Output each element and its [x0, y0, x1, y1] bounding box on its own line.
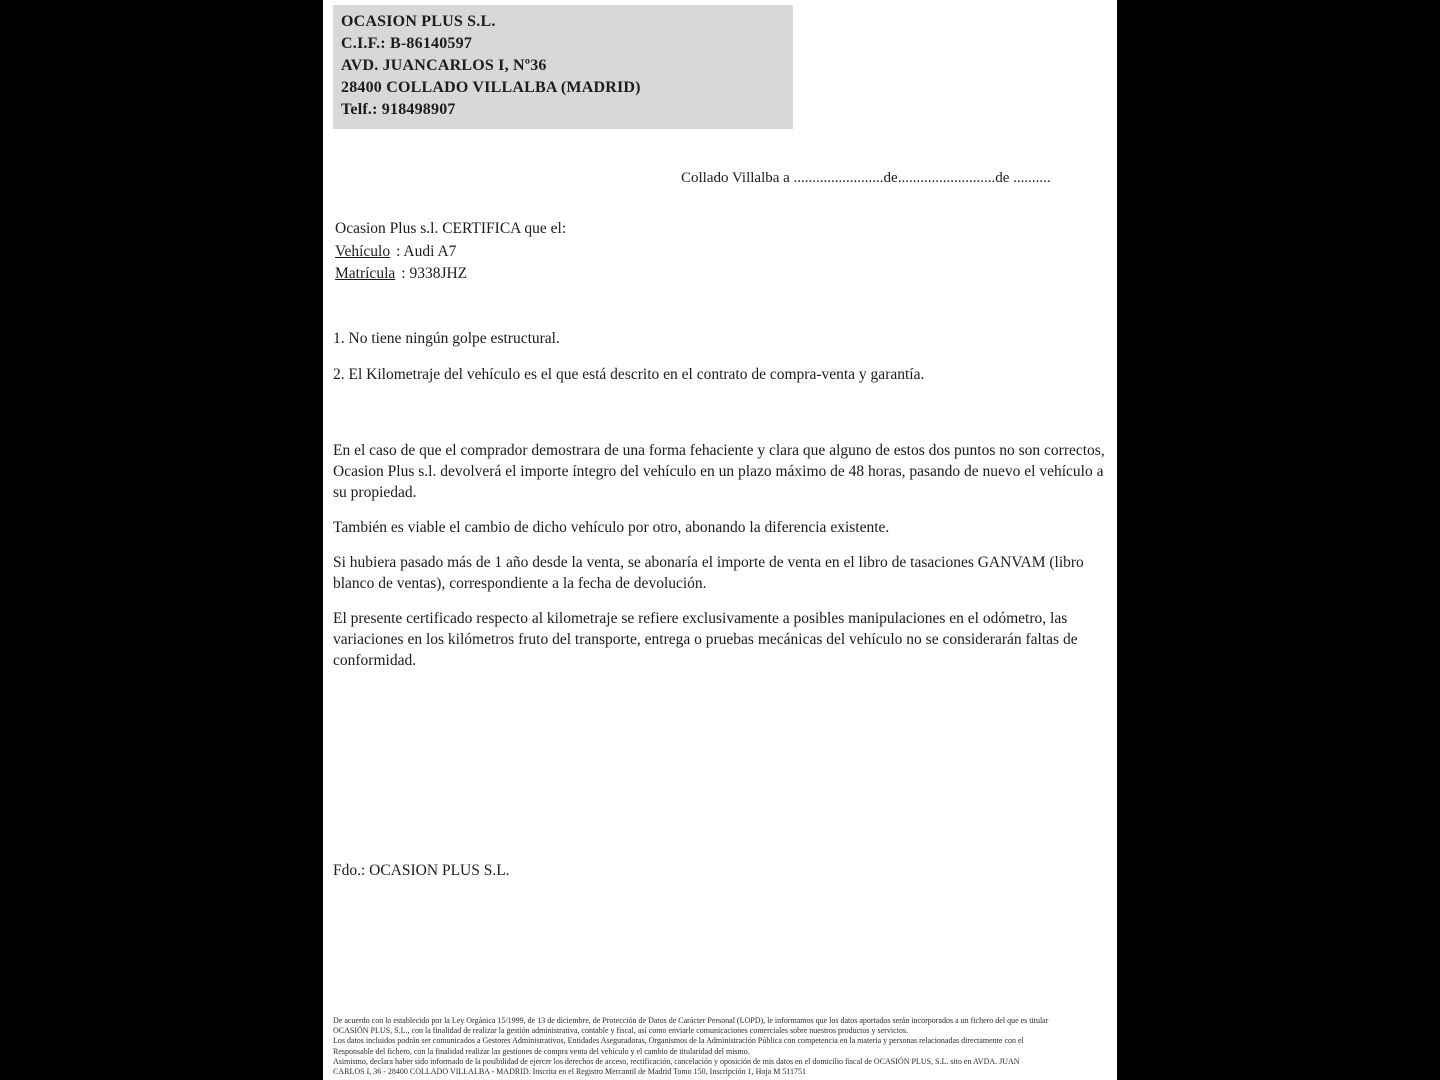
legal-line-2: OCASIÓN PLUS, S.L., con la finalidad de realizar la gestión administrativa, contable y fiscal, así como enviarle comunicaciones comerciales sobre nuestros productos y servicios.	[333, 1026, 908, 1036]
paragraph-exchange: También es viable el cambio de dicho vehículo por otro, abonando la diferencia existente.	[333, 519, 890, 536]
legal-line-3: Los datos incluidos podrán ser comunicados a Gestores Administrativos, Entidades Aseguradoras, Organismos de la Administración Pública con competencia en la materia y personas relacionadas directamente con el	[333, 1036, 1024, 1046]
company-address: AVD. JUANCARLOS I, Nº36	[341, 57, 547, 74]
plate-row	[335, 263, 566, 286]
legal-line-5: Asimismo, declara haber sido informado de la posibilidad de ejercer los derechos de acceso, rectificación, cancelación y oposición de mis datos en el domicilio fiscal de OCASIÓN PLUS, S.L. sito en AVDA. JUAN	[333, 1056, 1020, 1066]
vehicle-label: Vehículo	[335, 242, 391, 260]
paragraph-odometer: El presente certificado respecto al kilometraje se refiere exclusivamente a posibles manipulaciones en el odómetro, las variaciones en los kilómetros fruto del transporte, entrega o pruebas mecánicas del vehículo no se considerarán faltas de conformidad.	[333, 610, 1078, 669]
document-page	[323, 0, 1117, 1080]
date-fill-in-line: Collado Villalba a ........................de..........................de ..........	[681, 170, 1051, 186]
vehicle-row	[335, 241, 566, 264]
company-cif: C.I.F.: B-86140597	[341, 35, 473, 52]
company-city: 28400 COLLADO VILLALBA (MADRID)	[341, 79, 641, 96]
body-paragraphs	[333, 440, 1111, 685]
point-2: 2. El Kilometraje del vehículo es el que está descrito en el contrato de compra-venta y garantía.	[333, 366, 925, 383]
numbered-points	[333, 328, 1111, 400]
certification-block	[335, 218, 566, 286]
point-1: 1. No tiene ningún golpe estructural.	[333, 330, 560, 347]
company-name: OCASION PLUS S.L.	[341, 13, 496, 30]
paragraph-ganvam: Si hubiera pasado más de 1 año desde la venta, se abonaría el importe de venta en el libro de tasaciones GANVAM (libro blanco de ventas), correspondiente a la fecha de devolución.	[333, 554, 1084, 592]
legal-line-4: Responsable del fichero, con la finalidad realizar las gestiones de compra venta del vehículo y el cambio de titularidad del mismo.	[333, 1046, 750, 1056]
legal-line-6: CARLOS I, 36 - 28400 COLLADO VILLALBA - MADRID. Inscrita en el Registro Mercantil de Madrid Tomo 150, Inscripción 1, Hoja M 511751	[333, 1067, 807, 1077]
vehicle-value: : Audi A7	[396, 242, 457, 260]
certify-intro: Ocasion Plus s.l. CERTIFICA que el:	[335, 220, 567, 237]
legal-fine-print	[333, 1016, 1113, 1077]
signature-line: Fdo.: OCASION PLUS S.L.	[333, 862, 510, 879]
legal-line-1: De acuerdo con lo establecido por la Ley Orgánica 15/1999, de 13 de diciembre, de Protección de Datos de Carácter Personal (LOPD), le informamos que los datos aportados serán incorporados a un fichero del que es titular	[333, 1016, 1049, 1025]
company-header-block	[333, 5, 793, 129]
paragraph-refund: En el caso de que el comprador demostrara de una forma fehaciente y clara que alguno de estos dos puntos no son correctos, Ocasion Plus s.l. devolverá el importe íntegro del vehículo en un plazo máximo de 48 horas, pasando de nuevo el vehículo a su propiedad.	[333, 442, 1105, 501]
company-phone: Telf.: 918498907	[341, 101, 456, 118]
plate-label: Matrícula	[335, 265, 396, 282]
plate-value: : 9338JHZ	[401, 265, 468, 282]
